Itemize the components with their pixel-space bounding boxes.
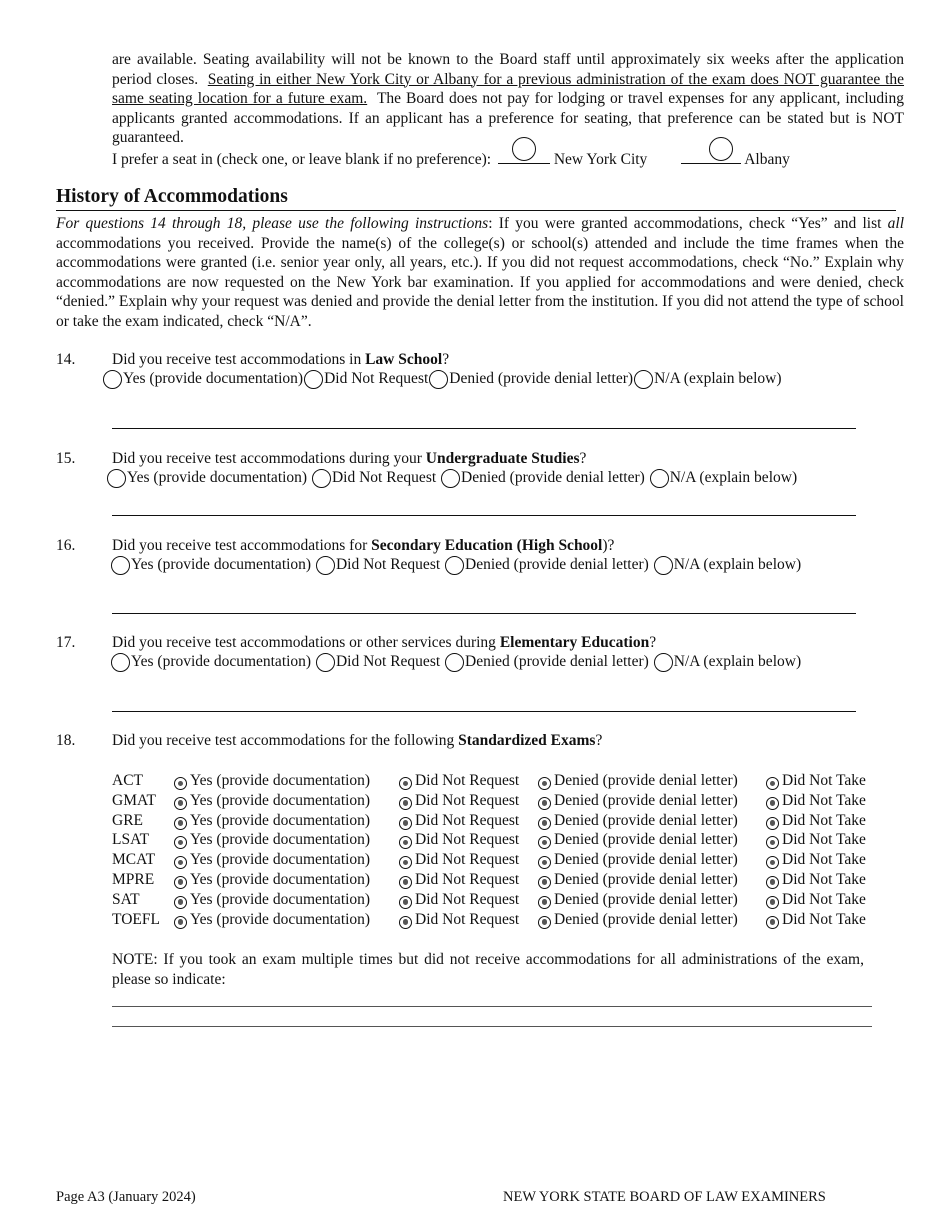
option-label: Denied (provide denial letter) <box>554 870 738 888</box>
instructions-text-b: accommodations you received. Provide the name(s) of the college(s) or school(s) attended and include the time frames when the accommodations were granted (i.e. senior year only, all years, etc.). If you did not request accommodations, check “No.” Explain why accommodations are now requested on the New York bar examination. If you applied for accommodations and were denied, check “denied.” Explain why your request was denied and provide the denial letter from the institution. If you did not attend the type of school or take the exam indicated, check “N/A”. <box>56 234 904 330</box>
radio-circle[interactable] <box>174 836 187 849</box>
option-label: Did Not Take <box>782 870 866 888</box>
option-label: Did Not Request <box>335 556 441 573</box>
radio-circle[interactable] <box>103 370 122 389</box>
option-label: Yes (provide documentation) <box>131 556 312 573</box>
option-denied[interactable] <box>442 469 645 487</box>
option-did-not-request[interactable] <box>399 812 519 830</box>
radio-circle[interactable] <box>174 777 187 790</box>
radio-circle[interactable] <box>441 469 460 488</box>
radio-circle[interactable] <box>538 817 551 830</box>
option-did-not-take[interactable] <box>766 911 866 929</box>
option-denied[interactable] <box>538 792 738 810</box>
option-label: Yes (provide documentation) <box>131 653 312 670</box>
option-label: Denied (provide denial letter) <box>554 851 738 869</box>
option-label: Did Not Take <box>782 851 866 869</box>
option-did-not-request[interactable] <box>399 911 519 929</box>
option-did-not-request[interactable] <box>399 851 519 869</box>
option-did-not-take[interactable] <box>766 891 866 909</box>
note-line-1[interactable] <box>112 1006 872 1007</box>
instructions-text-a: : If you were granted accommodations, check “Yes” and list <box>488 215 882 232</box>
option-did-not-take[interactable] <box>766 851 866 869</box>
page-number: Page A3 (January 2024) <box>56 1189 196 1205</box>
radio-circle[interactable] <box>634 370 653 389</box>
option-denied[interactable] <box>538 911 738 929</box>
option-yes[interactable] <box>174 891 370 909</box>
radio-circle[interactable] <box>174 876 187 889</box>
option-label: Denied (provide denial letter) <box>554 910 738 928</box>
footer-organization: NEW YORK STATE BOARD OF LAW EXAMINERS <box>503 1189 826 1205</box>
radio-circle[interactable] <box>538 876 551 889</box>
option-label: Did Not Take <box>782 811 866 829</box>
option-did-not-request[interactable] <box>399 871 519 889</box>
option-denied[interactable] <box>538 831 738 849</box>
question-prefix: Did you receive test accommodations during your <box>112 450 426 467</box>
option-did-not-request[interactable] <box>305 370 428 388</box>
radio-circle[interactable] <box>766 797 779 810</box>
option-yes[interactable] <box>112 556 311 574</box>
option-did-not-request[interactable] <box>317 653 440 671</box>
question-subject: Standardized Exams <box>458 732 596 749</box>
radio-circle[interactable] <box>650 469 669 488</box>
question-subject: Elementary Education <box>499 634 650 651</box>
question-options <box>112 653 803 671</box>
option-label: Did Not Request <box>415 811 520 829</box>
radio-circle[interactable] <box>766 916 779 929</box>
radio-circle[interactable] <box>399 916 412 929</box>
question-options <box>104 370 783 388</box>
option-label: Did Not Request <box>415 772 520 789</box>
explain-line[interactable] <box>112 613 856 614</box>
explain-line[interactable] <box>112 428 856 429</box>
option-label: Denied (provide denial letter) <box>465 556 649 573</box>
radio-circle[interactable] <box>654 653 673 672</box>
option-did-not-request[interactable] <box>399 831 519 849</box>
option-label: Did Not Request <box>415 870 520 888</box>
section-divider <box>56 210 896 211</box>
explain-line[interactable] <box>112 515 856 516</box>
seat-radio-nyc[interactable] <box>512 137 536 161</box>
option-did-not-take[interactable] <box>766 831 866 849</box>
question-prefix: Did you receive test accommodations or other services during <box>112 634 500 651</box>
radio-circle[interactable] <box>399 817 412 830</box>
question-prefix: Did you receive test accommodations in <box>112 351 366 368</box>
option-did-not-take[interactable] <box>766 792 866 810</box>
question-prefix: Did you receive test accommodations for the following <box>112 732 459 749</box>
option-label: Did Not Take <box>782 910 866 928</box>
seat-preference <box>112 147 904 170</box>
option-label: Yes (provide documentation) <box>190 870 371 888</box>
exam-name: ACT <box>112 772 143 789</box>
option-did-not-take[interactable] <box>766 772 866 790</box>
radio-circle[interactable] <box>538 836 551 849</box>
note-line-2[interactable] <box>112 1026 872 1027</box>
note-text: NOTE: If you took an exam multiple times but did not receive accommodations for all administrations of the exam, please so indicate: <box>112 951 864 988</box>
option-label: Denied (provide denial letter) <box>554 890 738 908</box>
option-denied[interactable] <box>538 772 738 790</box>
seat-prompt: I prefer a seat in (check one, or leave blank if no preference): <box>112 151 492 168</box>
option-yes[interactable] <box>174 851 370 869</box>
radio-circle[interactable] <box>174 856 187 869</box>
question-suffix: ? <box>649 634 657 651</box>
radio-circle[interactable] <box>316 556 335 575</box>
radio-circle[interactable] <box>174 896 187 909</box>
option-label: Denied (provide denial letter) <box>465 653 649 670</box>
question-number: 16. <box>56 537 76 554</box>
exam-name: LSAT <box>112 831 150 849</box>
question-text <box>112 634 656 652</box>
seating-paragraph <box>112 50 904 148</box>
option-label: Yes (provide documentation) <box>123 370 304 387</box>
option-na[interactable] <box>635 370 781 388</box>
radio-circle[interactable] <box>538 916 551 929</box>
radio-circle[interactable] <box>107 469 126 488</box>
question-suffix: ? <box>442 351 450 368</box>
option-yes[interactable] <box>174 812 370 830</box>
question-suffix: ? <box>579 450 587 467</box>
instructions-lead: For questions 14 through 18, please use the following instructions <box>56 215 489 232</box>
option-label: Yes (provide documentation) <box>190 772 371 789</box>
option-did-not-request[interactable] <box>399 792 519 810</box>
option-label: Did Not Take <box>782 890 866 908</box>
seat-label-nyc: New York City <box>553 151 648 168</box>
seat-label-albany: Albany <box>744 151 790 168</box>
option-label: N/A (explain below) <box>673 653 802 670</box>
radio-circle[interactable] <box>766 817 779 830</box>
option-label: Yes (provide documentation) <box>127 469 308 486</box>
radio-circle[interactable] <box>538 777 551 790</box>
option-denied[interactable] <box>538 891 738 909</box>
seat-blank-nyc <box>498 147 550 164</box>
option-label: Yes (provide documentation) <box>190 890 371 908</box>
option-label: Yes (provide documentation) <box>190 851 371 869</box>
option-label: N/A (explain below) <box>654 370 782 387</box>
option-label: Did Not Request <box>324 370 429 387</box>
option-label: Did Not Take <box>782 791 866 809</box>
option-did-not-request[interactable] <box>399 772 519 790</box>
option-label: Did Not Request <box>415 910 520 928</box>
option-yes[interactable] <box>108 469 307 487</box>
radio-circle[interactable] <box>766 856 779 869</box>
question-number: 14. <box>56 351 76 368</box>
option-yes[interactable] <box>174 871 370 889</box>
option-denied[interactable] <box>538 812 738 830</box>
question-number: 15. <box>56 450 76 467</box>
question-suffix: ? <box>595 732 603 749</box>
radio-circle[interactable] <box>174 916 187 929</box>
section-title: History of Accommodations <box>56 186 288 207</box>
option-did-not-request[interactable] <box>317 556 440 574</box>
option-label: N/A (explain below) <box>669 469 798 486</box>
option-label: Denied (provide denial letter) <box>449 370 634 387</box>
option-did-not-take[interactable] <box>766 812 866 830</box>
option-did-not-take[interactable] <box>766 871 866 889</box>
option-na[interactable] <box>651 469 797 487</box>
radio-circle[interactable] <box>399 856 412 869</box>
option-label: Did Not Request <box>415 851 520 869</box>
option-label: Did Not Request <box>415 890 520 908</box>
question-number: 18. <box>56 732 76 749</box>
exam-name: GMAT <box>112 791 156 809</box>
option-did-not-request[interactable] <box>399 891 519 909</box>
radio-circle[interactable] <box>429 370 448 389</box>
option-denied[interactable] <box>538 871 738 889</box>
option-label: Denied (provide denial letter) <box>461 469 645 486</box>
radio-circle[interactable] <box>399 777 412 790</box>
radio-circle[interactable] <box>111 653 130 672</box>
radio-circle[interactable] <box>766 836 779 849</box>
exam-name: MCAT <box>112 851 156 869</box>
question-options <box>112 556 803 574</box>
exam-name: SAT <box>112 890 140 908</box>
question-suffix: )? <box>602 537 615 554</box>
option-label: Denied (provide denial letter) <box>554 772 738 789</box>
question-text <box>112 537 614 555</box>
radio-circle[interactable] <box>766 896 779 909</box>
option-did-not-request[interactable] <box>313 469 436 487</box>
question-text <box>112 351 449 369</box>
option-label: Yes (provide documentation) <box>190 910 371 928</box>
question-subject: Secondary Education (High School <box>371 537 603 554</box>
option-label: Did Not Request <box>415 791 520 809</box>
seat-blank-albany <box>681 147 741 164</box>
option-label: Did Not Request <box>415 831 520 849</box>
radio-circle[interactable] <box>316 653 335 672</box>
option-yes[interactable] <box>174 911 370 929</box>
option-yes[interactable] <box>174 792 370 810</box>
option-label: Did Not Request <box>335 653 441 670</box>
seating-text: are available. Seating availability will not be known to the Board staff until approximately six weeks after the application period closes. <box>112 51 904 88</box>
radio-circle[interactable] <box>445 556 464 575</box>
exam-name: MPRE <box>112 870 155 888</box>
option-denied[interactable] <box>430 370 633 388</box>
seating-warning: Seating in either New York City or Albany for a previous administration of the exam does NOT guarantee the same seating location for a future exam. <box>112 70 905 108</box>
radio-circle[interactable] <box>399 836 412 849</box>
option-label: Yes (provide documentation) <box>190 831 371 849</box>
option-denied[interactable] <box>446 556 649 574</box>
radio-circle[interactable] <box>399 896 412 909</box>
question-number: 17. <box>56 634 76 651</box>
option-yes[interactable] <box>174 831 370 849</box>
radio-circle[interactable] <box>766 876 779 889</box>
radio-circle[interactable] <box>399 876 412 889</box>
question-text <box>112 450 586 468</box>
option-label: Did Not Request <box>331 469 437 486</box>
explain-line[interactable] <box>112 711 856 712</box>
option-label: Did Not Take <box>782 831 866 849</box>
question-options <box>108 469 799 487</box>
option-label: Denied (provide denial letter) <box>554 791 738 809</box>
radio-circle[interactable] <box>399 797 412 810</box>
option-label: N/A (explain below) <box>673 556 802 573</box>
option-yes[interactable] <box>104 370 303 388</box>
option-na[interactable] <box>655 556 801 574</box>
question-text <box>112 732 602 750</box>
seat-radio-albany[interactable] <box>709 137 733 161</box>
radio-circle[interactable] <box>538 856 551 869</box>
lodging-text: The Board does not pay for lodging or travel expenses for any applicant, including applicants granted accommodations. If an applicant has a preference for seating, that preference can be stated but is NOT guaranteed. <box>112 90 904 147</box>
radio-circle[interactable] <box>654 556 673 575</box>
option-na[interactable] <box>655 653 801 671</box>
radio-circle[interactable] <box>174 797 187 810</box>
question-prefix: Did you receive test accommodations for <box>112 537 372 554</box>
option-denied[interactable] <box>538 851 738 869</box>
option-denied[interactable] <box>446 653 649 671</box>
option-label: Yes (provide documentation) <box>190 811 371 829</box>
radio-circle[interactable] <box>538 896 551 909</box>
radio-circle[interactable] <box>445 653 464 672</box>
option-label: Denied (provide denial letter) <box>554 831 738 849</box>
radio-circle[interactable] <box>304 370 323 389</box>
option-label: Yes (provide documentation) <box>190 791 371 809</box>
option-label: Did Not Take <box>782 772 866 789</box>
radio-circle[interactable] <box>538 797 551 810</box>
option-label: Denied (provide denial letter) <box>554 811 738 829</box>
radio-circle[interactable] <box>312 469 331 488</box>
radio-circle[interactable] <box>111 556 130 575</box>
instructions-emphasis: all <box>887 215 905 232</box>
option-yes[interactable] <box>174 772 370 790</box>
exam-name: GRE <box>112 811 143 829</box>
radio-circle[interactable] <box>766 777 779 790</box>
question-subject: Law School <box>365 351 443 368</box>
radio-circle[interactable] <box>174 817 187 830</box>
option-yes[interactable] <box>112 653 311 671</box>
exam-name: TOEFL <box>112 910 160 928</box>
instructions <box>56 214 904 332</box>
question-subject: Undergraduate Studies <box>425 450 580 467</box>
